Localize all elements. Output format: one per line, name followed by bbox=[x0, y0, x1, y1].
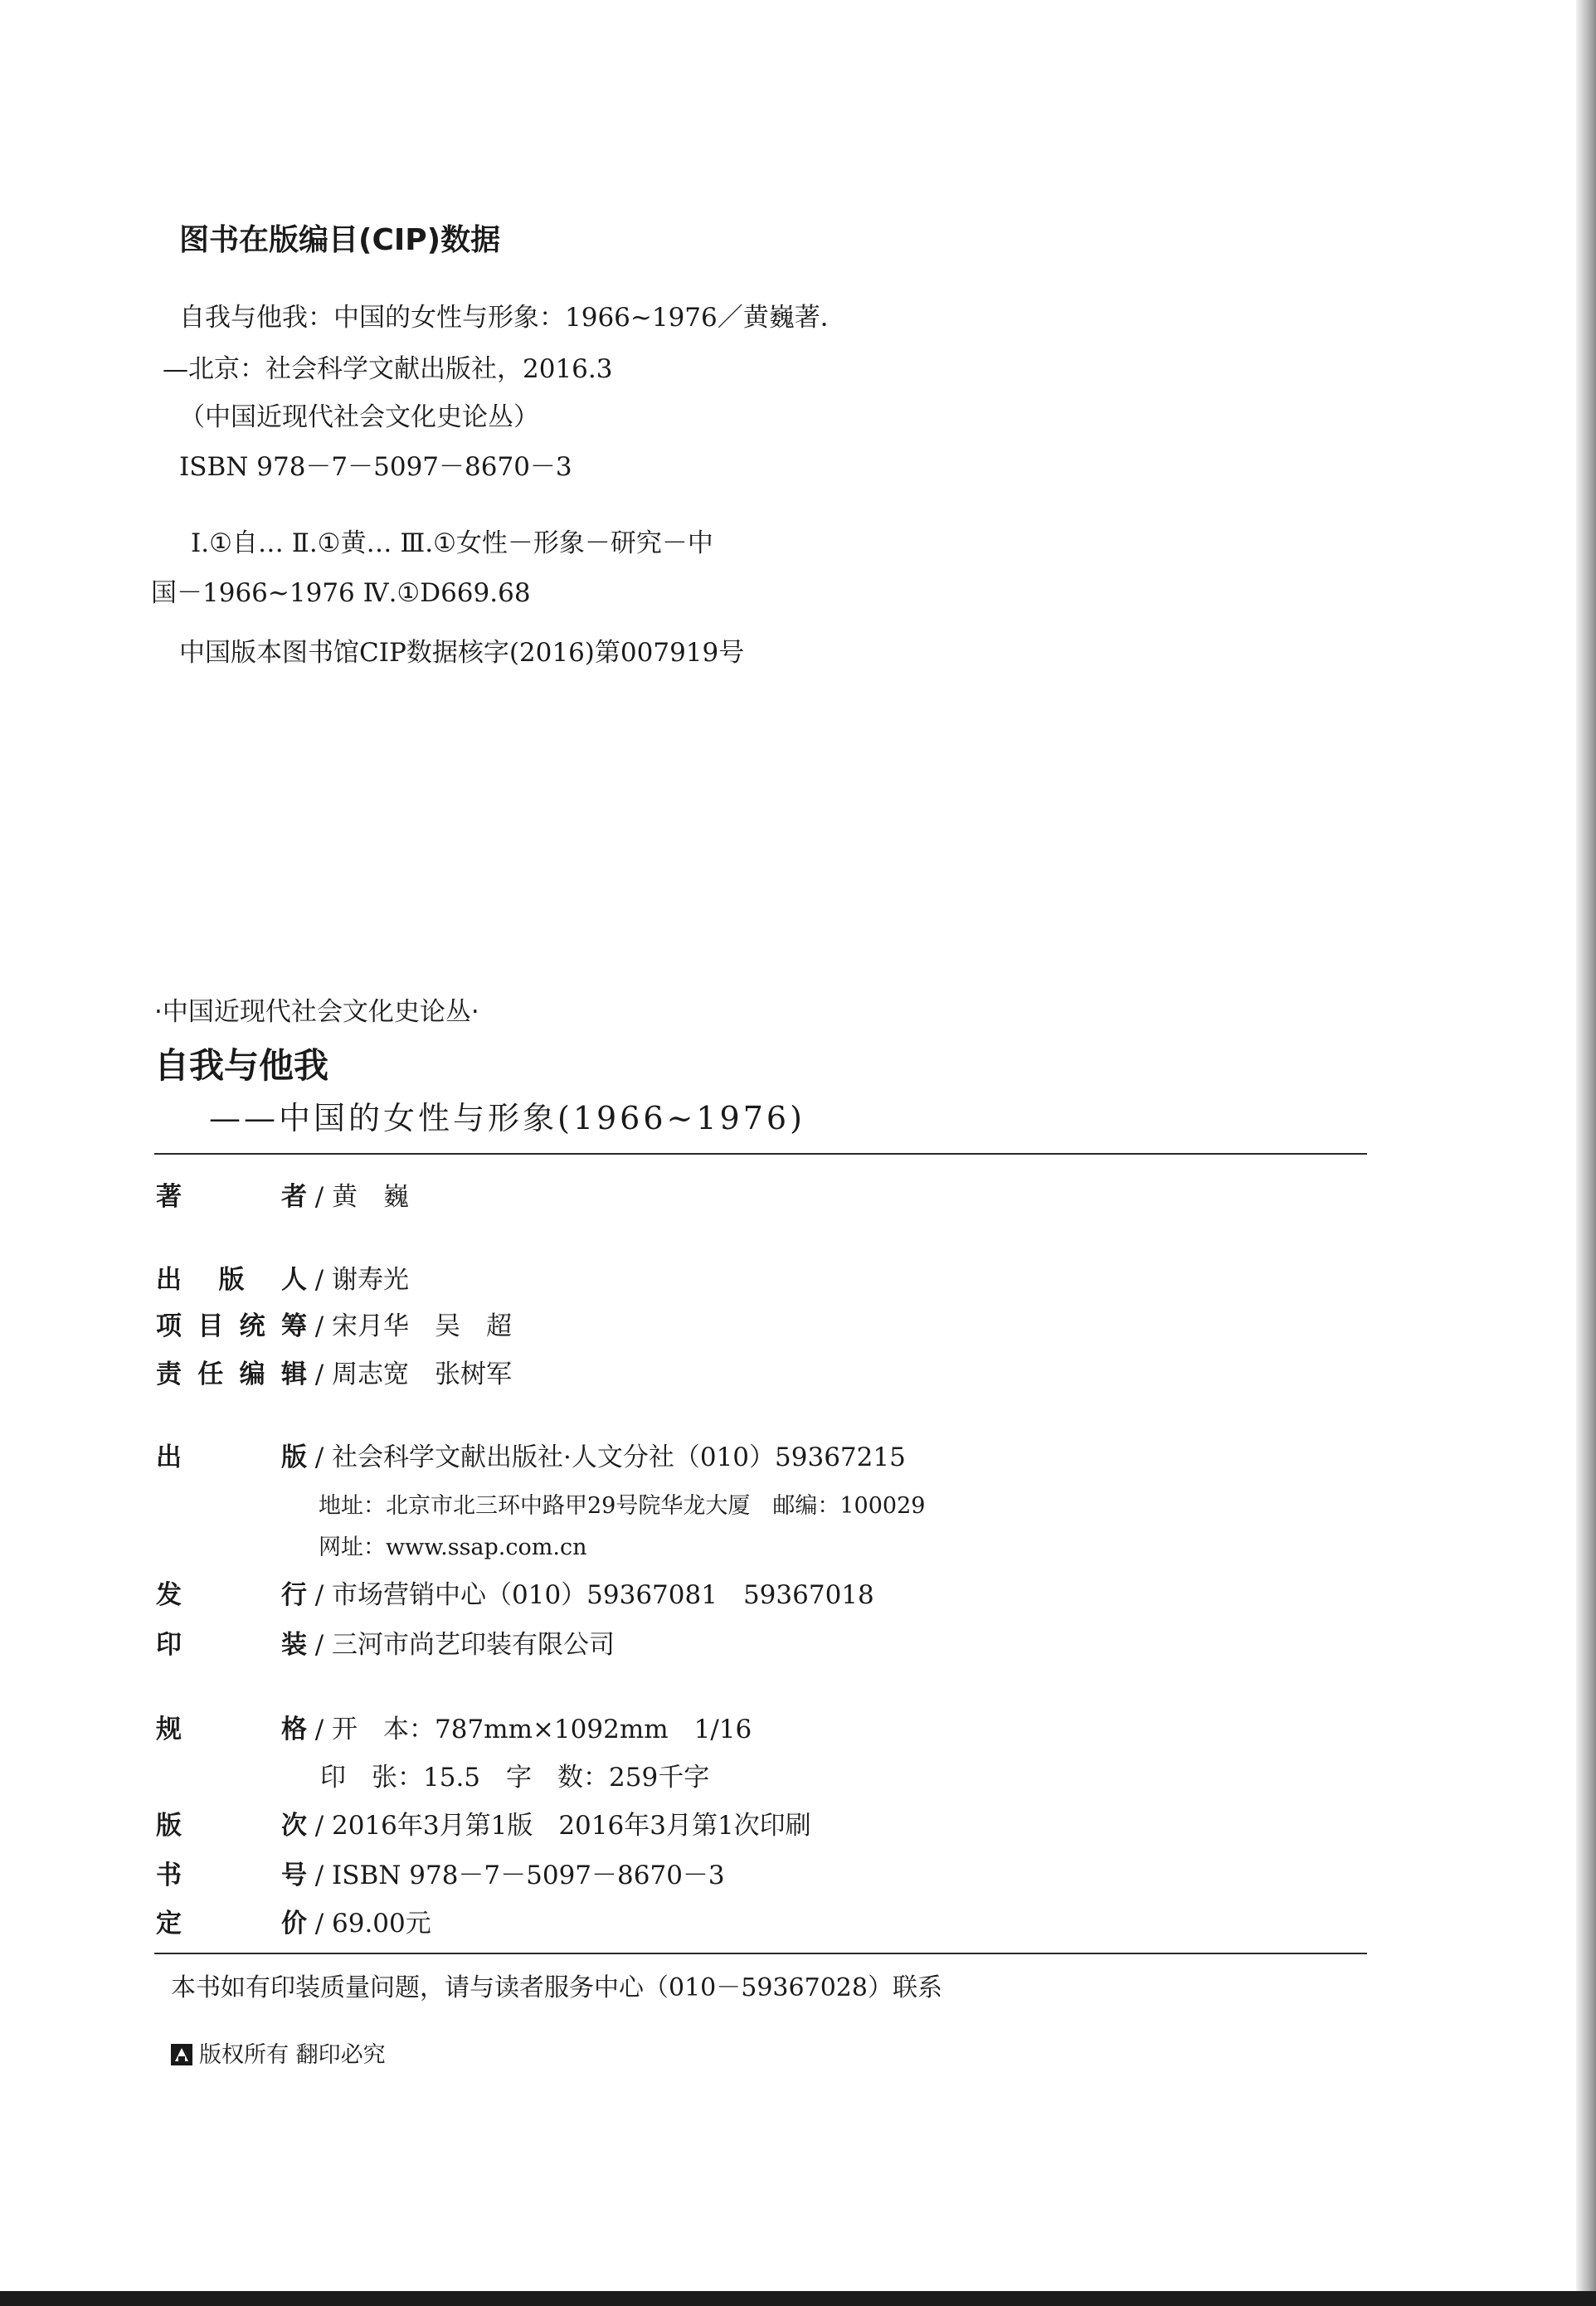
price-value: 69.00元 bbox=[332, 1909, 431, 1939]
publisher-row: 出 版 / 社会科学文献出版社·人文分社（010）59367215 bbox=[156, 1442, 906, 1472]
scan-right-edge bbox=[1576, 0, 1596, 2306]
author-label: 著 者 bbox=[156, 1182, 307, 1212]
distribution-label: 发 行 bbox=[156, 1580, 307, 1610]
editors-label: 责任编辑 bbox=[156, 1360, 307, 1389]
sheets-and-wordcount: 印 张：15.5 字 数：259千字 bbox=[320, 1763, 710, 1793]
format-row: 规 格 / 开 本：787mm×1092mm 1/16 bbox=[156, 1715, 752, 1744]
divider-bottom bbox=[154, 1953, 1367, 1954]
publisher-logo-icon bbox=[171, 2044, 192, 2065]
credit-author: 著 者 / 黄 巍 bbox=[156, 1182, 409, 1212]
publisher-website: 网址：www.ssap.com.cn bbox=[319, 1535, 587, 1560]
quality-notice: 本书如有印装质量问题，请与读者服务中心（010－59367028）联系 bbox=[171, 1973, 942, 2002]
credit-coordinator: 项目统筹 / 宋月华 吴 超 bbox=[156, 1311, 512, 1341]
publisher-person-value: 谢寿光 bbox=[332, 1265, 409, 1295]
cip-heading: 图书在版编目(CIP)数据 bbox=[179, 223, 501, 257]
price-row: 定 价 / 69.00元 bbox=[156, 1909, 431, 1939]
format-label: 规 格 bbox=[156, 1715, 307, 1744]
format-value: 开 本：787mm×1092mm 1/16 bbox=[332, 1715, 752, 1744]
publisher-address: 地址：北京市北三环中路甲29号院华龙大厦 邮编：100029 bbox=[319, 1493, 926, 1519]
cip-line-1: 自我与他我：中国的女性与形象：1966~1976／黄巍著． bbox=[179, 303, 846, 333]
book-subtitle: ——中国的女性与形象(1966~1976) bbox=[209, 1100, 805, 1136]
cip-line-4: ISBN 978－7－5097－8670－3 bbox=[179, 452, 572, 482]
isbn-label: 书 号 bbox=[156, 1861, 307, 1890]
printing-label: 印 装 bbox=[156, 1630, 307, 1660]
editors-value: 周志宽 张树军 bbox=[332, 1360, 512, 1389]
printing-value: 三河市尚艺印装有限公司 bbox=[332, 1630, 615, 1660]
coordinator-value: 宋月华 吴 超 bbox=[332, 1311, 512, 1341]
book-title: 自我与他我 bbox=[154, 1045, 329, 1086]
distribution-value: 市场营销中心（010）59367081 59367018 bbox=[332, 1580, 874, 1610]
author-value: 黄 巍 bbox=[332, 1182, 409, 1212]
cip-record-number: 中国版本图书馆CIP数据核字(2016)第007919号 bbox=[179, 638, 745, 668]
edition-value: 2016年3月第1版 2016年3月第1次印刷 bbox=[332, 1811, 811, 1841]
copyright-notice: 版权所有 翻印必究 bbox=[199, 2042, 386, 2068]
edition-label: 版 次 bbox=[156, 1811, 307, 1841]
cip-line-6: 国－1966~1976 Ⅳ.①D669.68 bbox=[151, 578, 531, 608]
cip-line-5: Ⅰ.①自… Ⅱ.①黄… Ⅲ.①女性－形象－研究－中 bbox=[191, 528, 713, 558]
scan-bottom-edge bbox=[0, 2291, 1596, 2306]
cip-line-3: （中国近现代社会文化史论丛） bbox=[179, 402, 539, 432]
isbn-value: ISBN 978－7－5097－8670－3 bbox=[332, 1861, 725, 1890]
credit-editors: 责任编辑 / 周志宽 张树军 bbox=[156, 1360, 512, 1389]
divider-top bbox=[154, 1153, 1367, 1155]
edition-row: 版 次 / 2016年3月第1版 2016年3月第1次印刷 bbox=[156, 1811, 811, 1841]
publisher-label: 出 版 bbox=[156, 1442, 307, 1472]
coordinator-label: 项目统筹 bbox=[156, 1311, 307, 1341]
credit-publisher-person: 出版人 / 谢寿光 bbox=[156, 1265, 409, 1295]
publisher-value: 社会科学文献出版社·人文分社（010）59367215 bbox=[332, 1442, 906, 1472]
printing-row: 印 装 / 三河市尚艺印装有限公司 bbox=[156, 1630, 615, 1660]
price-label: 定 价 bbox=[156, 1909, 307, 1939]
cip-line-2: —北京：社会科学文献出版社，2016.3 bbox=[163, 354, 613, 384]
distribution-row: 发 行 / 市场营销中心（010）59367081 59367018 bbox=[156, 1580, 874, 1610]
publisher-person-label: 出版人 bbox=[156, 1265, 307, 1295]
isbn-row: 书 号 / ISBN 978－7－5097－8670－3 bbox=[156, 1861, 725, 1890]
series-name: ·中国近现代社会文化史论丛· bbox=[154, 997, 479, 1027]
